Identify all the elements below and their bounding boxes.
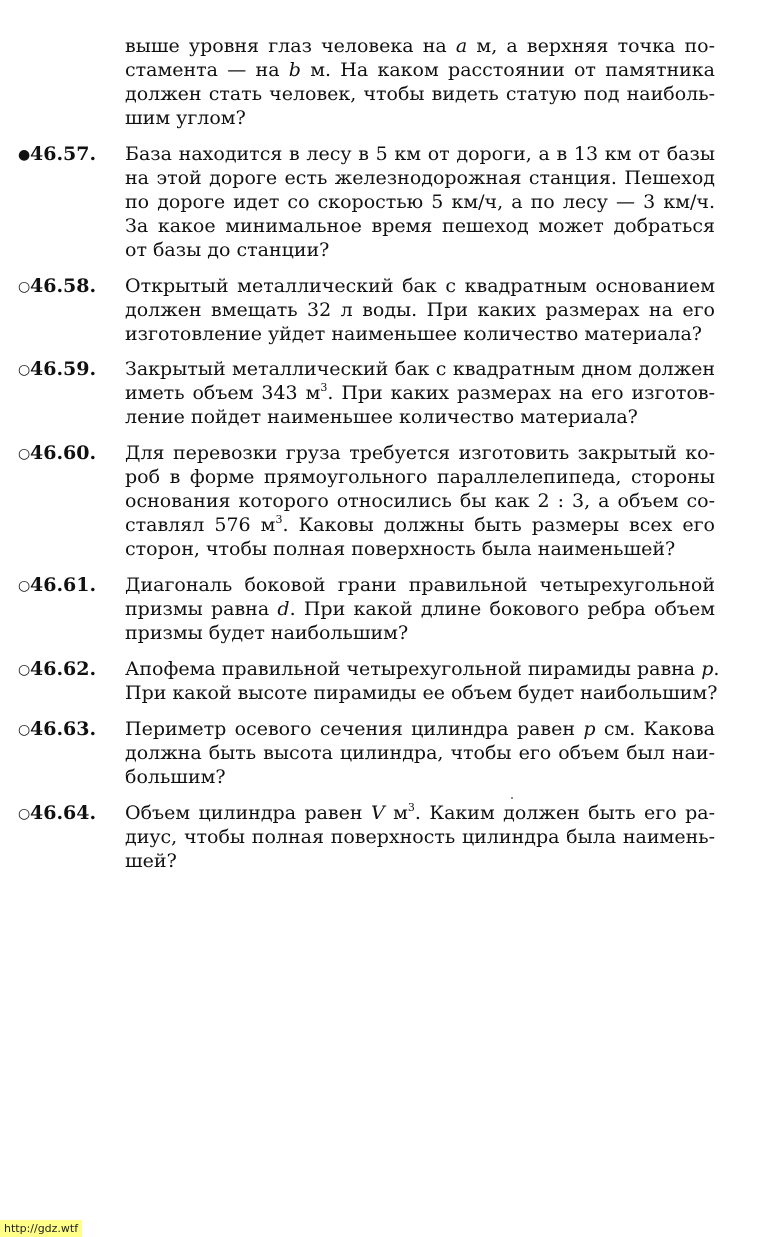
text-run: сторон, чтобы полная поверхность была наименьшей? bbox=[125, 538, 676, 560]
problem-number-label bbox=[18, 142, 124, 167]
text-run: м. На каком расстоянии от памятника bbox=[300, 59, 715, 81]
text-line bbox=[125, 34, 715, 58]
text-line bbox=[125, 849, 715, 873]
text-run: призмы равна bbox=[125, 598, 278, 620]
text-run: на этой дороге есть железнодорожная станция. Пешеход bbox=[125, 167, 715, 189]
math-variable: a bbox=[455, 35, 468, 57]
text-run: м, а верхняя точка по- bbox=[467, 35, 715, 57]
open-circle-icon: ○ bbox=[18, 722, 31, 738]
text-line bbox=[125, 513, 715, 537]
text-line bbox=[125, 142, 715, 166]
text-run: Закрытый металлический бак с квадратным дном должен bbox=[125, 358, 715, 380]
problem-number: 46.61. bbox=[30, 574, 97, 596]
text-run: При какой высоте пирамиды ее объем будет наибольшим? bbox=[125, 682, 718, 704]
text-line bbox=[125, 381, 715, 405]
text-line bbox=[125, 765, 715, 789]
text-line bbox=[125, 441, 715, 465]
problem-number-label bbox=[18, 657, 124, 682]
text-line bbox=[125, 465, 715, 489]
text-run: ление пойдет наименьшее количество материала? bbox=[125, 406, 638, 428]
text-run: роб в форме прямоугольного параллелепипеда, стороны bbox=[125, 466, 715, 488]
text-run: . bbox=[713, 658, 720, 680]
problem-number: 46.60. bbox=[30, 442, 97, 464]
text-run: Открытый металлический бак с квадратным основанием bbox=[125, 275, 715, 297]
open-circle-icon: ○ bbox=[18, 446, 31, 462]
superscript: 3 bbox=[407, 801, 415, 814]
problem-number-label bbox=[18, 441, 124, 466]
text-run: . Каковы должны быть размеры всех его bbox=[282, 514, 715, 536]
text-run: см. Какова bbox=[595, 718, 715, 740]
text-run: Апофема правильной четырехугольной пирамиды равна bbox=[125, 658, 702, 680]
text-run: должна быть высота цилиндра, чтобы его объем был наи- bbox=[125, 742, 715, 764]
superscript: 3 bbox=[275, 513, 283, 526]
text-line bbox=[125, 657, 720, 681]
text-line bbox=[125, 573, 715, 597]
text-run: большим? bbox=[125, 766, 226, 788]
text-line bbox=[125, 238, 715, 262]
math-variable: p bbox=[701, 658, 714, 680]
text-run: должен вмещать 32 л воды. При каких размерах на его bbox=[125, 299, 715, 321]
open-circle-icon: ○ bbox=[18, 806, 31, 822]
text-line bbox=[125, 489, 715, 513]
problem-number-label bbox=[18, 801, 124, 826]
text-run: Объем цилиндра равен bbox=[125, 802, 371, 824]
text-run: м bbox=[384, 802, 408, 824]
superscript: 3 bbox=[320, 381, 328, 394]
problem-number: 46.58. bbox=[30, 275, 97, 297]
text-line bbox=[125, 322, 715, 346]
text-run: За какое минимальное время пешеход может добраться bbox=[125, 215, 715, 237]
text-line bbox=[125, 801, 715, 825]
problem-number-label bbox=[18, 357, 124, 382]
text-run: призмы будет наибольшим? bbox=[125, 622, 409, 644]
open-circle-icon: ○ bbox=[18, 279, 31, 295]
text-line bbox=[125, 106, 715, 130]
open-circle-icon: ○ bbox=[18, 662, 31, 678]
text-run: База находится в лесу в 5 км от дороги, а в 13 км от базы bbox=[125, 143, 715, 165]
text-run: от базы до станции? bbox=[125, 239, 330, 261]
text-line bbox=[125, 274, 715, 298]
text-line bbox=[125, 621, 715, 645]
text-run: должен стать человек, чтобы видеть статую под наиболь- bbox=[125, 83, 715, 105]
math-variable: p bbox=[583, 718, 596, 740]
text-line bbox=[125, 597, 715, 621]
math-variable: d bbox=[277, 598, 290, 620]
problem-number-label bbox=[18, 717, 124, 742]
filled-circle-icon: ● bbox=[18, 147, 31, 163]
site-watermark: http://gdz.wtf bbox=[0, 1220, 82, 1237]
text-line bbox=[125, 537, 715, 561]
problem-number: 46.57. bbox=[30, 143, 97, 165]
math-variable: b bbox=[288, 59, 301, 81]
text-run: шей? bbox=[125, 850, 177, 872]
text-run: основания которого относились бы как 2 : 3, а объем со- bbox=[125, 490, 715, 512]
text-run: выше уровня глаз человека на bbox=[125, 35, 456, 57]
problem-number: 46.64. bbox=[30, 802, 97, 824]
text-line bbox=[125, 58, 715, 82]
text-run: стамента — на bbox=[125, 59, 289, 81]
scan-speck bbox=[511, 797, 513, 799]
text-run: ставлял 576 м bbox=[125, 514, 276, 536]
text-line bbox=[125, 357, 715, 381]
text-run: шим углом? bbox=[125, 107, 246, 129]
text-line bbox=[125, 825, 715, 849]
text-line bbox=[125, 214, 715, 238]
text-line bbox=[125, 190, 715, 214]
text-run: по дороге идет со скоростью 5 км/ч, а по лесу — 3 км/ч. bbox=[125, 191, 715, 213]
problem-number-label bbox=[18, 274, 124, 299]
text-run: Для перевозки груза требуется изготовить закрытый ко- bbox=[125, 442, 715, 464]
text-run: Периметр осевого сечения цилиндра равен bbox=[125, 718, 584, 740]
text-run: . При какой длине бокового ребра объем bbox=[289, 598, 715, 620]
open-circle-icon: ○ bbox=[18, 362, 31, 378]
text-line bbox=[125, 82, 715, 106]
open-circle-icon: ○ bbox=[18, 578, 31, 594]
text-run: изготовление уйдет наименьшее количество материала? bbox=[125, 323, 702, 345]
text-run: . Каким должен быть его ра- bbox=[414, 802, 715, 824]
math-variable: V bbox=[370, 802, 385, 824]
text-run: иметь объем 343 м bbox=[125, 382, 321, 404]
problem-number: 46.63. bbox=[30, 718, 97, 740]
text-line bbox=[125, 741, 715, 765]
problem-number: 46.62. bbox=[30, 658, 97, 680]
text-line bbox=[125, 166, 715, 190]
text-run: диус, чтобы полная поверхность цилиндра была наимень- bbox=[125, 826, 715, 848]
text-run: Диагональ боковой грани правильной четырехугольной bbox=[125, 574, 715, 596]
problem-number: 46.59. bbox=[30, 358, 97, 380]
text-line bbox=[125, 298, 715, 322]
text-line bbox=[125, 681, 718, 705]
text-line bbox=[125, 717, 715, 741]
text-line bbox=[125, 405, 715, 429]
text-run: . При каких размерах на его изготов- bbox=[327, 382, 715, 404]
problem-number-label bbox=[18, 573, 124, 598]
